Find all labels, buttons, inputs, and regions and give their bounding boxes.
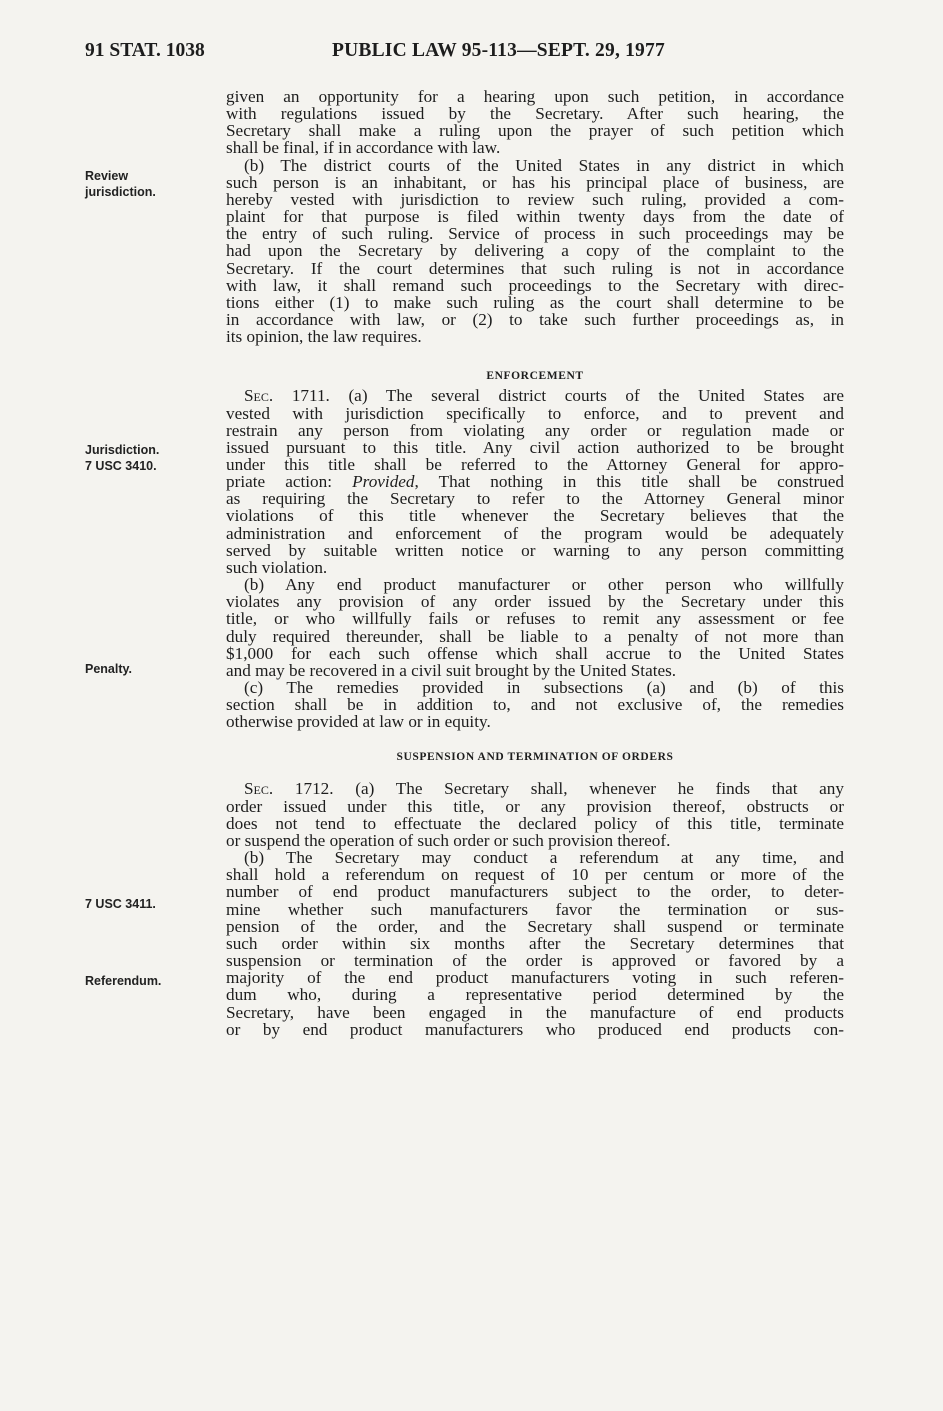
margin-note-referendum: Referendum. [85, 974, 162, 988]
paragraph-sec-1712: Sec. 1712. (a) The Secretary shall, whenever he finds that any order issued under this title, or any provision thereof, obstructs or does not tend to effectuate the declared policy of this title, terminate or suspend the operation of such order or such provision thereof. [226, 779, 844, 850]
stat-page-number: 91 STAT. 1038 [85, 40, 205, 61]
paragraph-remedies: (c) The remedies provided in subsections (a) and (b) of this section shall be in addition to, and not exclusive of, the remedies otherwise provided at law or in equity. [226, 678, 844, 732]
paragraph-penalty: (b) Any end product manufacturer or other person who willfully violates any provision of any order issued by the Secretary under this title, or who willfully fails or refuses to remit any assessment or fee duly required thereunder, shall be liable to a penalty of not more than $1,000 for each such offense which shall accrue to the United States and may be recovered in a civil suit brought by the United States. [226, 575, 844, 680]
paragraph-hearing: given an opportunity for a hearing upon such petition, in accordance with regulations issued by the Secretary. After such hearing, the Secretary shall make a ruling upon the prayer of such petition which shall be final, if in accordance with law. [226, 87, 844, 158]
margin-note-review-jurisdiction: Review jurisdiction. [85, 169, 156, 199]
heading-suspension-termination: SUSPENSION AND TERMINATION OF ORDERS [396, 751, 674, 764]
margin-note-usc-3411: 7 USC 3411. [85, 897, 156, 911]
body-text [226, 88, 844, 1038]
page-header [85, 40, 845, 70]
heading-enforcement: ENFORCEMENT [486, 370, 584, 383]
paragraph-review: (b) The district courts of the United States in any district in which such person is an inhabitant, or has his principal place of business, are hereby vested with jurisdiction to review such ruling, provided a com- plaint for that purpose is filed within twenty days from the date of the entry of such ruling. Service of process in such proceedings may be had upon the Secretary by delivering a copy of the complaint to the Secretary. If the court determines that such ruling is not in accordance with law, it shall remand such proceedings to the Secretary with direc- tions either (1) to make such ruling as the court shall determine to be in accordance with law, or (2) to take such further proceedings as, in its opinion, the law requires. [226, 155, 844, 347]
margin-note-penalty: Penalty. [85, 662, 133, 676]
margin-note-jurisdiction: Jurisdiction. 7 USC 3410. [85, 443, 160, 473]
paragraph-sec-1711: Sec. 1711. (a) The several district courts of the United States are vested with jurisdiction specifically to enforce, and to prevent and restrain any person from violating any order or regulation made or issued pursuant to this title. Any civil action authorized to be brought under this title shall be referred to the Attorney General for appro- priate action: Provided, That nothing in this title shall be construed as requiring the Secretary to refer to the Attorney General minor violations of this title whenever the Secretary believes that the administration and enforcement of the program would be adequately served by suitable written notice or warning to any person committing such violation. [226, 386, 844, 577]
running-title: PUBLIC LAW 95-113—SEPT. 29, 1977 [332, 40, 665, 61]
paragraph-referendum: (b) The Secretary may conduct a referendum at any time, and shall hold a referendum on request of 10 per centum or more of the number of end product manufacturers subject to the order, to deter- mine whether such manufacturers favor the termination or sus- pension of the order, and the Secretary shall suspend or terminate such order within six months after the Secretary determines that suspension or termination of the order is approved or favored by a majority of the end product manufacturers voting in such referen- dum who, during a representative period determined by the Secretary, have been engaged in the manufacture of end products or by end product manufacturers who produced end products con- [226, 848, 844, 1039]
